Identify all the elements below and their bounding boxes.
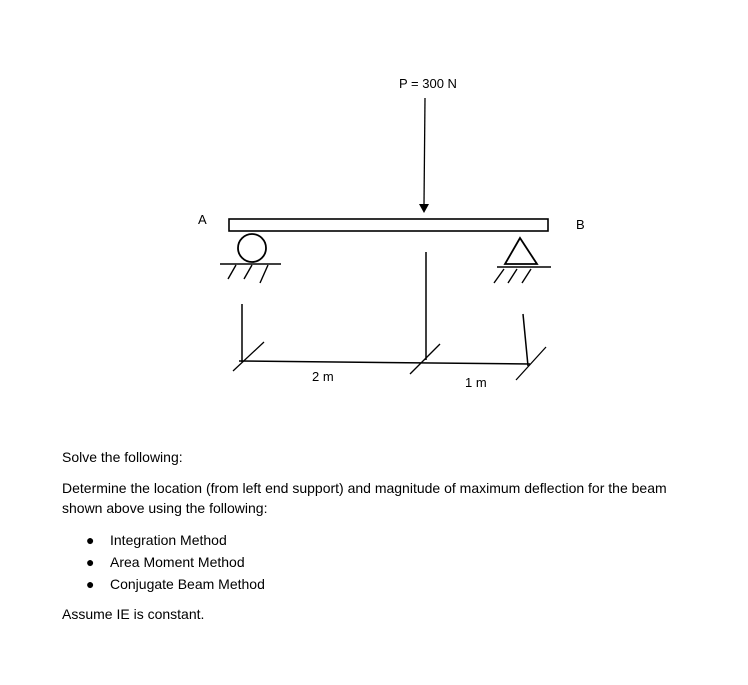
point-load-arrow xyxy=(419,98,429,213)
roller-support xyxy=(220,234,281,283)
problem-statement xyxy=(62,447,702,624)
bullet-icon: ● xyxy=(86,532,95,548)
problem-intro: Solve the following: xyxy=(62,449,183,465)
list-item xyxy=(62,551,702,573)
methods-list xyxy=(62,529,702,595)
dimension-left-label: 2 m xyxy=(312,369,334,384)
list-item xyxy=(62,573,702,595)
method-label: Area Moment Method xyxy=(110,554,245,570)
pin-support xyxy=(494,238,551,283)
method-label: Conjugate Beam Method xyxy=(110,576,265,592)
list-item xyxy=(62,529,702,551)
dimension-right-label: 1 m xyxy=(465,375,487,390)
dimension-lines xyxy=(233,252,546,380)
bullet-icon: ● xyxy=(86,554,95,570)
problem-assumption: Assume IE is constant. xyxy=(62,606,205,622)
support-left-label: A xyxy=(198,212,207,227)
problem-question: Determine the location (from left end support) and magnitude of maximum deflection for the beam shown above using the following: xyxy=(62,480,667,516)
beam xyxy=(229,219,548,231)
load-label: P = 300 N xyxy=(399,76,457,91)
method-label: Integration Method xyxy=(110,532,227,548)
bullet-icon: ● xyxy=(86,576,95,592)
support-right-label: B xyxy=(576,217,585,232)
